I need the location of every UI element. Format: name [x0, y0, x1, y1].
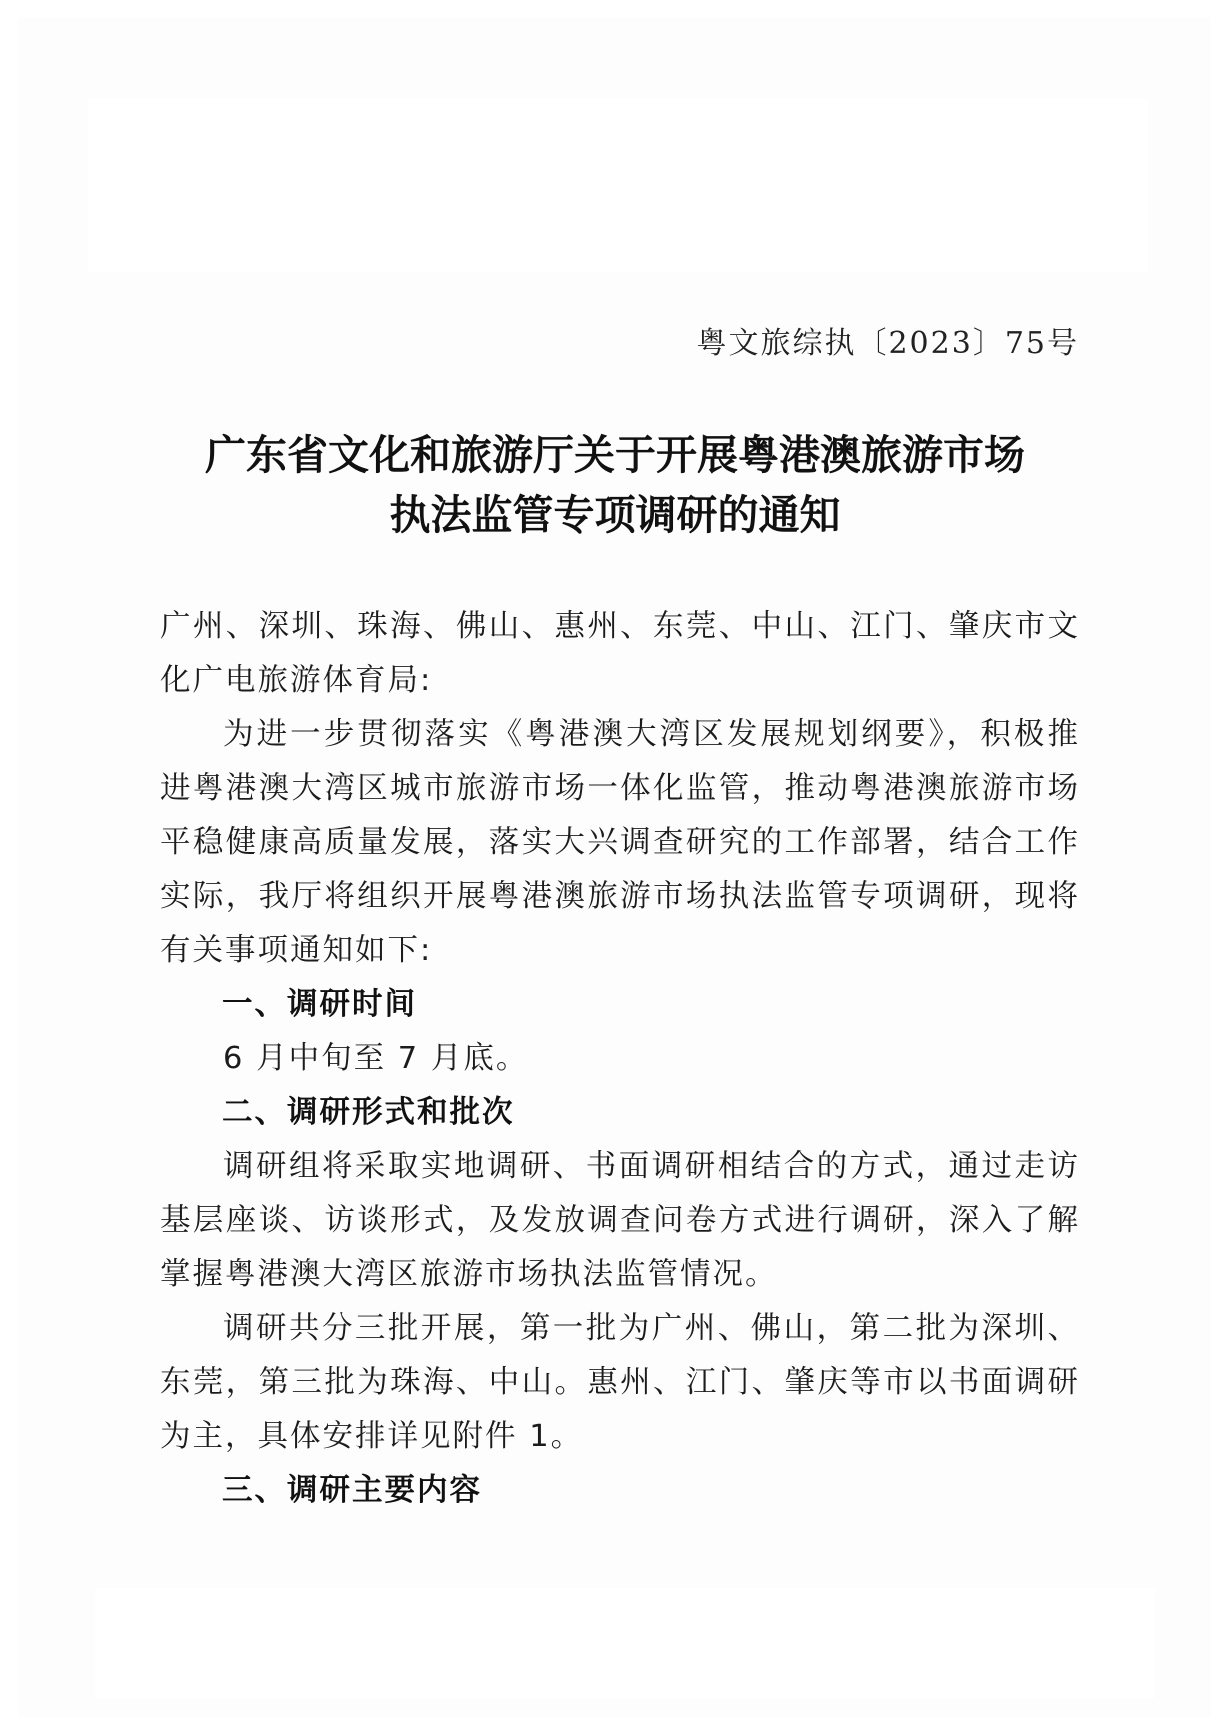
section-format-paragraph-1: 调研组将采取实地调研、书面调研相结合的方式，通过走访基层座谈、访谈形式，及发放调查问卷方式进行调研，深入了解掌握粤港澳大湾区旅游市场执法监管情况。 — [160, 1149, 1080, 1292]
section-heading-time: 一、调研时间 — [222, 987, 417, 1022]
header-blank-area — [88, 98, 1148, 272]
document-number: 粤文旅综执〔2023〕75号 — [696, 326, 1079, 361]
title-line-2: 执法监管专项调研的通知 — [389, 491, 841, 539]
document-title — [150, 425, 1080, 545]
intro-paragraph: 为进一步贯彻落实《粤港澳大湾区发展规划纲要》，积极推进粤港澳大湾区城市旅游市场一体化监管，推动粤港澳旅游市场平稳健康高质量发展，落实大兴调查研究的工作部署，结合工作实际，我厅将组织开展粤港澳旅游市场执法监管专项调研，现将有关事项通知如下: — [160, 717, 1080, 968]
title-line-1: 广东省文化和旅游厅关于开展粤港澳旅游市场 — [205, 431, 1025, 479]
section-heading-content: 三、调研主要内容 — [222, 1473, 482, 1508]
section-time-paragraph: 6 月中旬至 7 月底。 — [223, 1041, 529, 1076]
addressee: 广州、深圳、珠海、佛山、惠州、东莞、中山、江门、肇庆市文化广电旅游体育局: — [160, 609, 1080, 698]
footer-blank-area — [95, 1588, 1155, 1698]
document-body — [160, 600, 1080, 1518]
section-format-paragraph-2: 调研共分三批开展，第一批为广州、佛山，第二批为深圳、东莞，第三批为珠海、中山。惠州、江门、肇庆等市以书面调研为主，具体安排详见附件 1。 — [160, 1311, 1080, 1454]
section-heading-format: 二、调研形式和批次 — [222, 1095, 515, 1130]
